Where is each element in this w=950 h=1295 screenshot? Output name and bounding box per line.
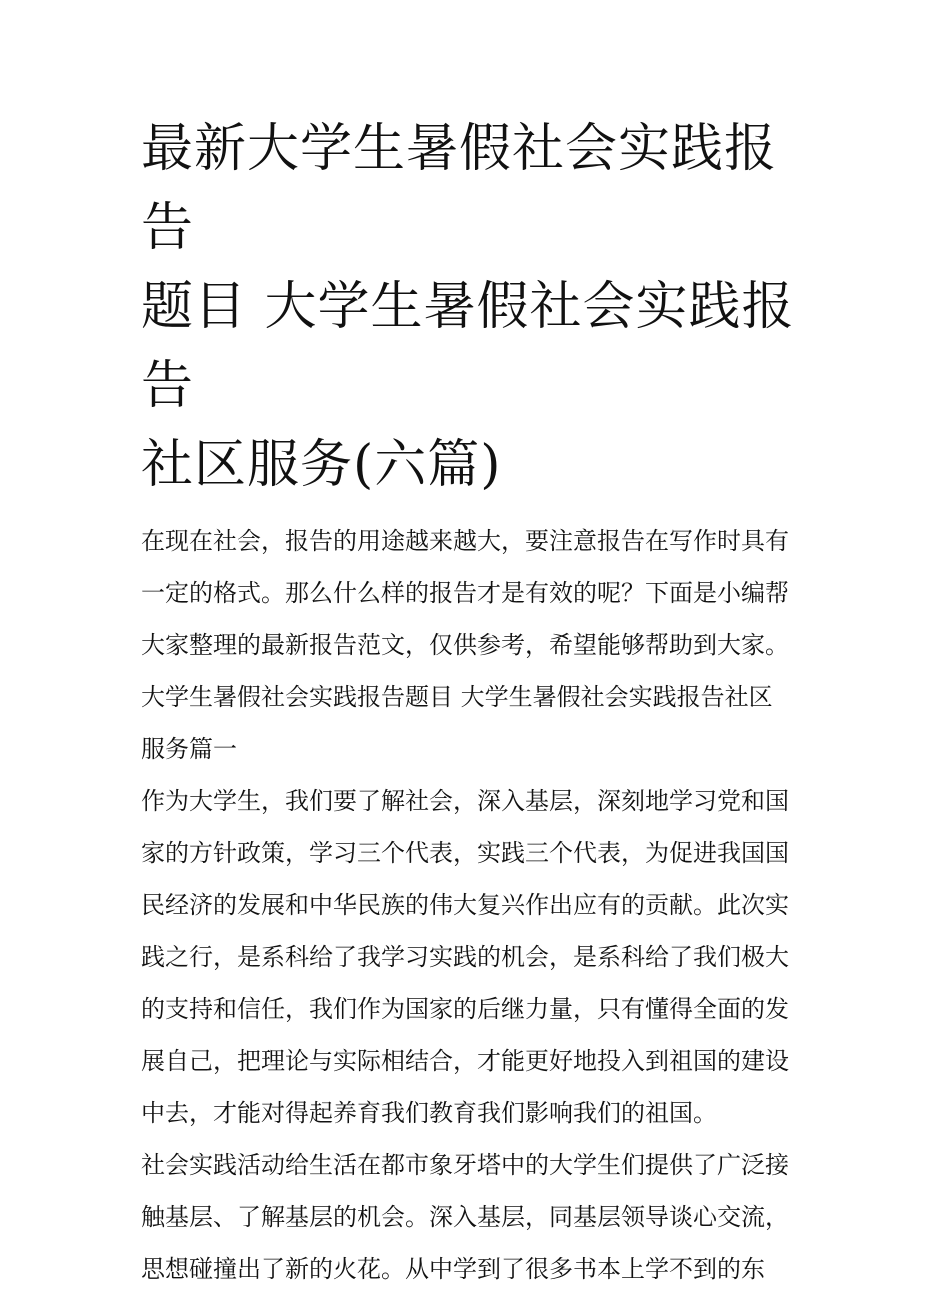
- document-body: [141, 515, 821, 1295]
- document-title: 最新大学生暑假社会实践报告 题目 大学生暑假社会实践报告 社区服务(六篇): [141, 119, 795, 495]
- document-content: [141, 110, 821, 1295]
- section-heading: 大学生暑假社会实践报告题目 大学生暑假社会实践报告社区 服务篇一: [141, 683, 773, 763]
- body-paragraph: 作为大学生，我们要了解社会，深入基层，深刻地学习党和国 家的方针政策，学习三个代表，实践三个代表，为促进我国国 民经济的发展和中华民族的伟大复兴作出应有的贡献。此次实 践之行，是系科给了我学习实践的机会，是系科给了我们极大 的支持和信任，我们作为国家的后继力量，只有懂得全面的发 展自己，把理论与实际相结合，才能更好地投入到祖国的建设 中去，才能对得起养育我们教育我们影响我们的祖国。: [141, 787, 789, 1127]
- intro-paragraph: 在现在社会，报告的用途越来越大，要注意报告在写作时具有 一定的格式。那么什么样的报告才是有效的呢？下面是小编帮 大家整理的最新报告范文，仅供参考，希望能够帮助到大家。: [141, 527, 789, 659]
- body-paragraph: 社会实践活动给生活在都市象牙塔中的大学生们提供了广泛接 触基层、了解基层的机会。深入基层，同基层领导谈心交流， 思想碰撞出了新的火花。从中学到了很多书本上学不到的东: [141, 1151, 789, 1283]
